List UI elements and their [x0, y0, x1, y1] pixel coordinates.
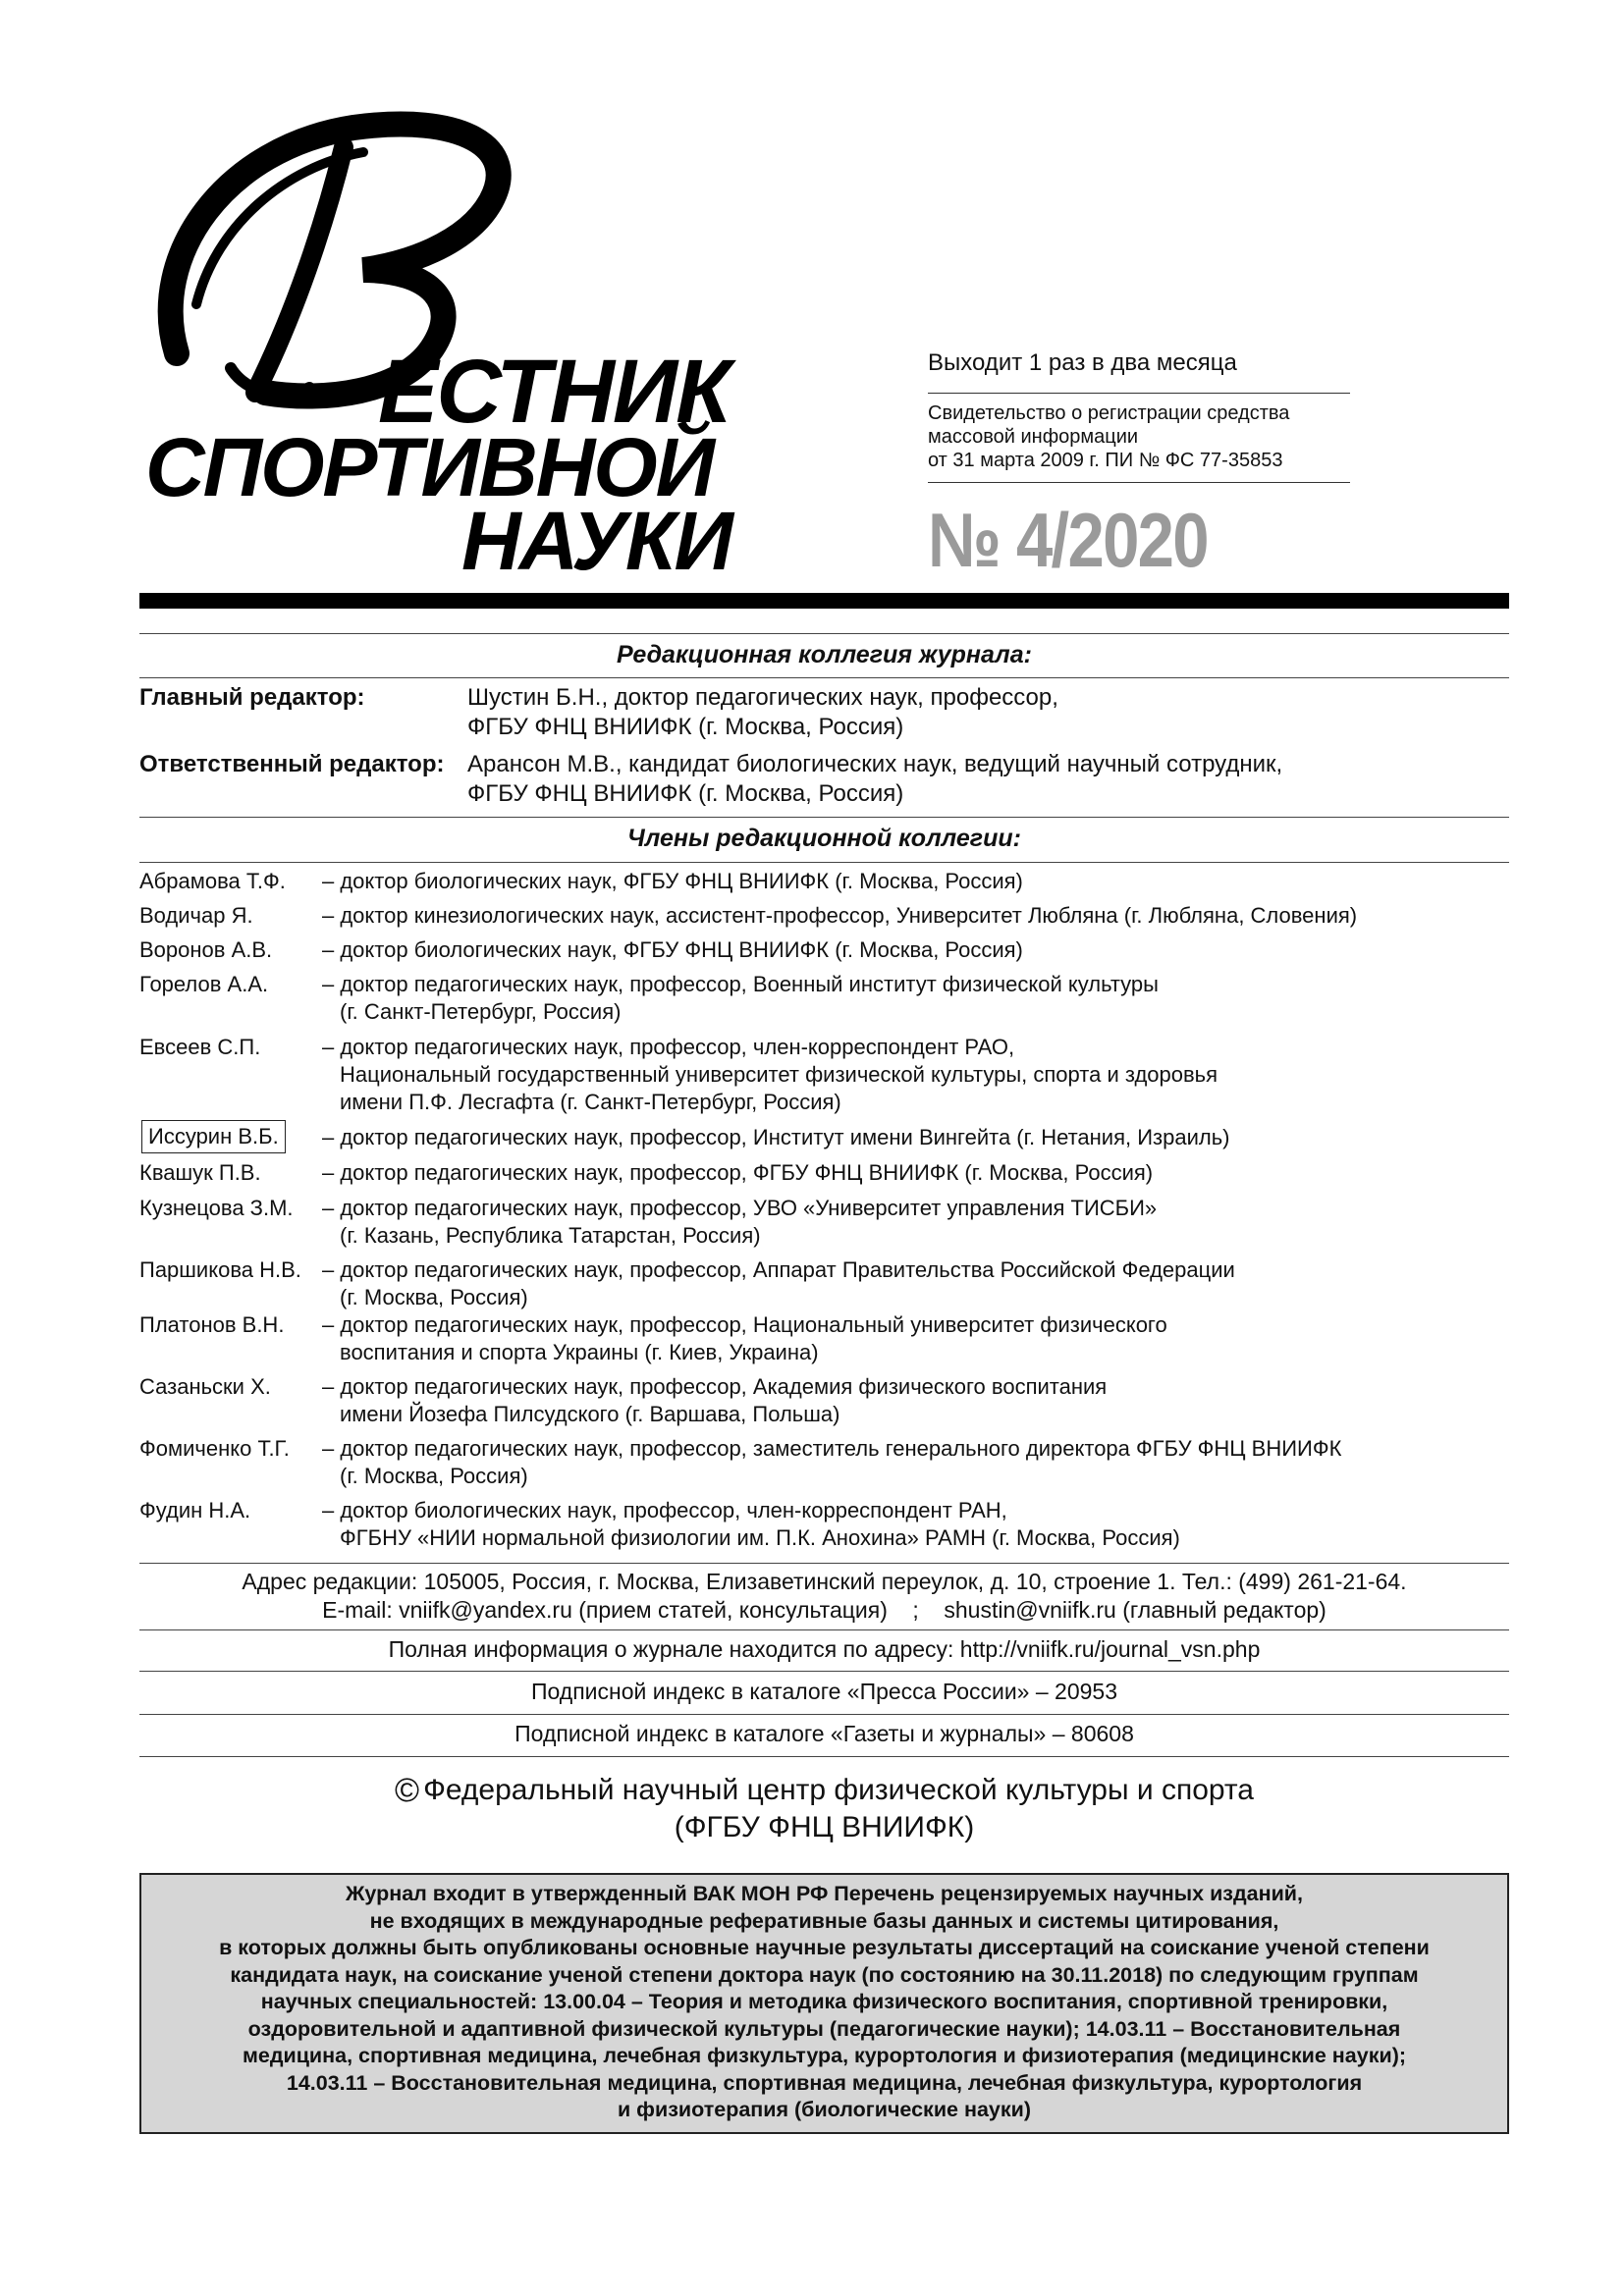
publication-info: [928, 349, 1350, 483]
member-line: имени Йозефа Пилсудского (г. Варшава, Польша): [340, 1402, 840, 1426]
member-line: – доктор педагогических наук, профессор, Военный институт физической культуры: [322, 972, 1159, 996]
member-line: – доктор педагогических наук, профессор, член-корреспондент РАО,: [322, 1035, 1015, 1059]
vak-line: научных специальностей: 13.00.04 – Теория и методика физического воспитания, спортивной тренировки,: [260, 1990, 1388, 2013]
divider: [139, 1714, 1509, 1715]
member-line: ФГБНУ «НИИ нормальной физиологии им. П.К. Анохина» РАМН (г. Москва, Россия): [340, 1525, 1180, 1550]
copyright-block: [139, 1772, 1509, 1846]
divider: [928, 482, 1350, 483]
member-name: Воронов А.В.: [139, 937, 273, 962]
member-description: [322, 868, 1510, 895]
vak-line: медицина, спортивная медицина, лечебная физкультура, курортология и физиотерапия (медицинские науки);: [242, 2044, 1407, 2067]
subscription-index-gazety: Подписной индекс в каталоге «Газеты и журналы» – 80608: [514, 1721, 1134, 1746]
copyright-text: Федеральный научный центр физической культуры и спорта: [423, 1774, 1254, 1806]
divider: [139, 862, 1509, 863]
member-line: (г. Москва, Россия): [340, 1285, 528, 1309]
editorial-board-title: Редакционная коллегия журнала:: [617, 641, 1032, 668]
member-description: [322, 1124, 1510, 1151]
member-description: [322, 1311, 1510, 1366]
editor-line: ФГБУ ФНЦ ВНИИФК (г. Москва, Россия): [467, 780, 904, 807]
editor-line: ФГБУ ФНЦ ВНИИФК (г. Москва, Россия): [467, 714, 904, 740]
member-line: (г. Казань, Республика Татарстан, Россия): [340, 1223, 761, 1248]
member-description: [322, 1435, 1510, 1490]
member-line: (г. Санкт-Петербург, Россия): [340, 999, 622, 1024]
vak-line: в которых должны быть опубликованы основные научные результаты диссертаций на соискание ученой степени: [219, 1936, 1430, 1959]
registration-certificate: [928, 401, 1350, 472]
vak-notice-text: [141, 1881, 1507, 2124]
divider: [139, 1756, 1509, 1757]
member-line: воспитания и спорта Украины (г. Киев, Украина): [340, 1340, 819, 1364]
editor-line: Шустин Б.Н., доктор педагогических наук, профессор,: [467, 684, 1058, 711]
member-line: – доктор педагогических наук, профессор, Национальный университет физического: [322, 1312, 1167, 1337]
divider: [139, 1671, 1509, 1672]
masthead-bar: [139, 593, 1509, 609]
registration-line: массовой информации: [928, 426, 1139, 448]
copyright-line-1: [139, 1772, 1509, 1809]
logo-line-3: НАУКИ: [461, 495, 731, 579]
member-name: Квашук П.В.: [139, 1160, 261, 1185]
vak-line: не входящих в международные реферативные базы данных и системы цитирования,: [369, 1908, 1279, 1933]
divider: [139, 1563, 1509, 1564]
divider: [139, 817, 1509, 818]
member-name: Платонов В.Н.: [139, 1312, 285, 1337]
member-line: – доктор педагогических наук, профессор, Институт имени Вингейта (г. Нетания, Израиль): [322, 1125, 1230, 1149]
vak-notice-box: [139, 1873, 1509, 2134]
member-name: Абрамова Т.Ф.: [139, 869, 286, 893]
divider: [139, 1629, 1509, 1630]
member-name: Фомиченко Т.Г.: [139, 1436, 290, 1461]
logo-line-1: ЕСТНИК: [378, 342, 730, 442]
member-line: – доктор биологических наук, ФГБУ ФНЦ ВНИИФК (г. Москва, Россия): [322, 937, 1023, 962]
members-title: Члены редакционной коллегии:: [627, 825, 1021, 852]
member-name: Горелов А.А.: [139, 972, 269, 996]
chief-editor-label: Главный редактор:: [139, 684, 365, 711]
registration-line: Свидетельство о регистрации средства: [928, 402, 1290, 424]
member-name: Евсеев С.П.: [139, 1035, 261, 1059]
member-name: Паршикова Н.В.: [139, 1257, 301, 1282]
issue-number: № 4/2020: [928, 497, 1208, 583]
member-line: – доктор педагогических наук, профессор, Академия физического воспитания: [322, 1374, 1108, 1399]
member-line: – доктор биологических наук, ФГБУ ФНЦ ВНИИФК (г. Москва, Россия): [322, 869, 1023, 893]
member-description: [322, 1373, 1510, 1428]
journal-logo: [137, 108, 766, 579]
subscription-index-pressa: Подписной индекс в каталоге «Пресса России» – 20953: [530, 1679, 1118, 1704]
member-description: [322, 936, 1510, 964]
journal-website: Полная информация о журнале находится по адресу: http://vniifk.ru/journal_vsn.php: [388, 1636, 1261, 1662]
vak-line: кандидата наук, на соискание ученой степени доктора наук (по состоянию на 30.11.2018) по следующим группам: [230, 1962, 1419, 1987]
member-line: – доктор биологических наук, профессор, член-корреспондент РАН,: [322, 1498, 1007, 1522]
member-line: – доктор педагогических наук, профессор, заместитель генерального директора ФГБУ ФНЦ ВНИИФК: [322, 1436, 1342, 1461]
vak-line: оздоровительной и адаптивной физической культуры (педагогические науки); 14.03.11 – Восстановительная: [247, 2016, 1401, 2041]
executive-editor-info: [467, 750, 1508, 809]
registration-line: от 31 марта 2009 г. ПИ № ФС 77-35853: [928, 450, 1283, 471]
member-description: [322, 1256, 1510, 1311]
member-line: – доктор кинезиологических наук, ассистент-профессор, Университет Любляна (г. Любляна, Словения): [322, 903, 1358, 928]
member-line: Национальный государственный университет физической культуры, спорта и здоровья: [340, 1062, 1218, 1087]
member-line: – доктор педагогических наук, профессор, Аппарат Правительства Российской Федерации: [322, 1257, 1235, 1282]
divider: [139, 633, 1509, 634]
member-description: [322, 971, 1510, 1026]
copyright-line-2: (ФГБУ ФНЦ ВНИИФК): [674, 1811, 975, 1843]
member-description: [322, 1159, 1510, 1187]
journal-logo-graphic: [137, 108, 766, 579]
member-line: – доктор педагогических наук, профессор, УВО «Университет управления ТИСБИ»: [322, 1196, 1158, 1220]
member-description: [322, 1034, 1510, 1116]
member-name: Кузнецова З.М.: [139, 1196, 294, 1220]
divider: [139, 677, 1509, 678]
publication-frequency: Выходит 1 раз в два месяца: [928, 349, 1237, 376]
editor-line: Арансон М.В., кандидат биологических наук, ведущий научный сотрудник,: [467, 751, 1283, 777]
member-line: – доктор педагогических наук, профессор, ФГБУ ФНЦ ВНИИФК (г. Москва, Россия): [322, 1160, 1154, 1185]
member-description: [322, 902, 1510, 930]
chief-editor-info: [467, 683, 1508, 742]
member-line: имени П.Ф. Лесгафта (г. Санкт-Петербург, Россия): [340, 1090, 841, 1114]
member-line: (г. Москва, Россия): [340, 1464, 528, 1488]
member-name-highlighted: Иссурин В.Б.: [141, 1120, 286, 1153]
copyright-icon: ©: [395, 1772, 420, 1809]
vak-line: 14.03.11 – Восстановительная медицина, спортивная медицина, лечебная физкультура, курортология: [286, 2070, 1363, 2095]
member-name: Сазаньски Х.: [139, 1374, 271, 1399]
member-description: [322, 1497, 1510, 1552]
member-description: [322, 1195, 1510, 1250]
executive-editor-label: Ответственный редактор:: [139, 751, 445, 777]
vak-line: Журнал входит в утвержденный ВАК МОН РФ Перечень рецензируемых научных изданий,: [345, 1882, 1303, 1905]
editorial-address: Адрес редакции: 105005, Россия, г. Москва, Елизаветинский переулок, д. 10, строение 1. Тел.: (499) 261-21-64.: [242, 1569, 1407, 1594]
editorial-emails: E-mail: vniifk@yandex.ru (прием статей, консультация) ; shustin@vniifk.ru (главный редактор): [322, 1597, 1326, 1623]
divider: [928, 393, 1350, 394]
member-name: Фудин Н.А.: [139, 1498, 251, 1522]
vak-line: и физиотерапия (биологические науки): [617, 2098, 1031, 2121]
logo-line-2: СПОРТИВНОЙ: [145, 421, 714, 513]
member-name: Водичар Я.: [139, 903, 253, 928]
